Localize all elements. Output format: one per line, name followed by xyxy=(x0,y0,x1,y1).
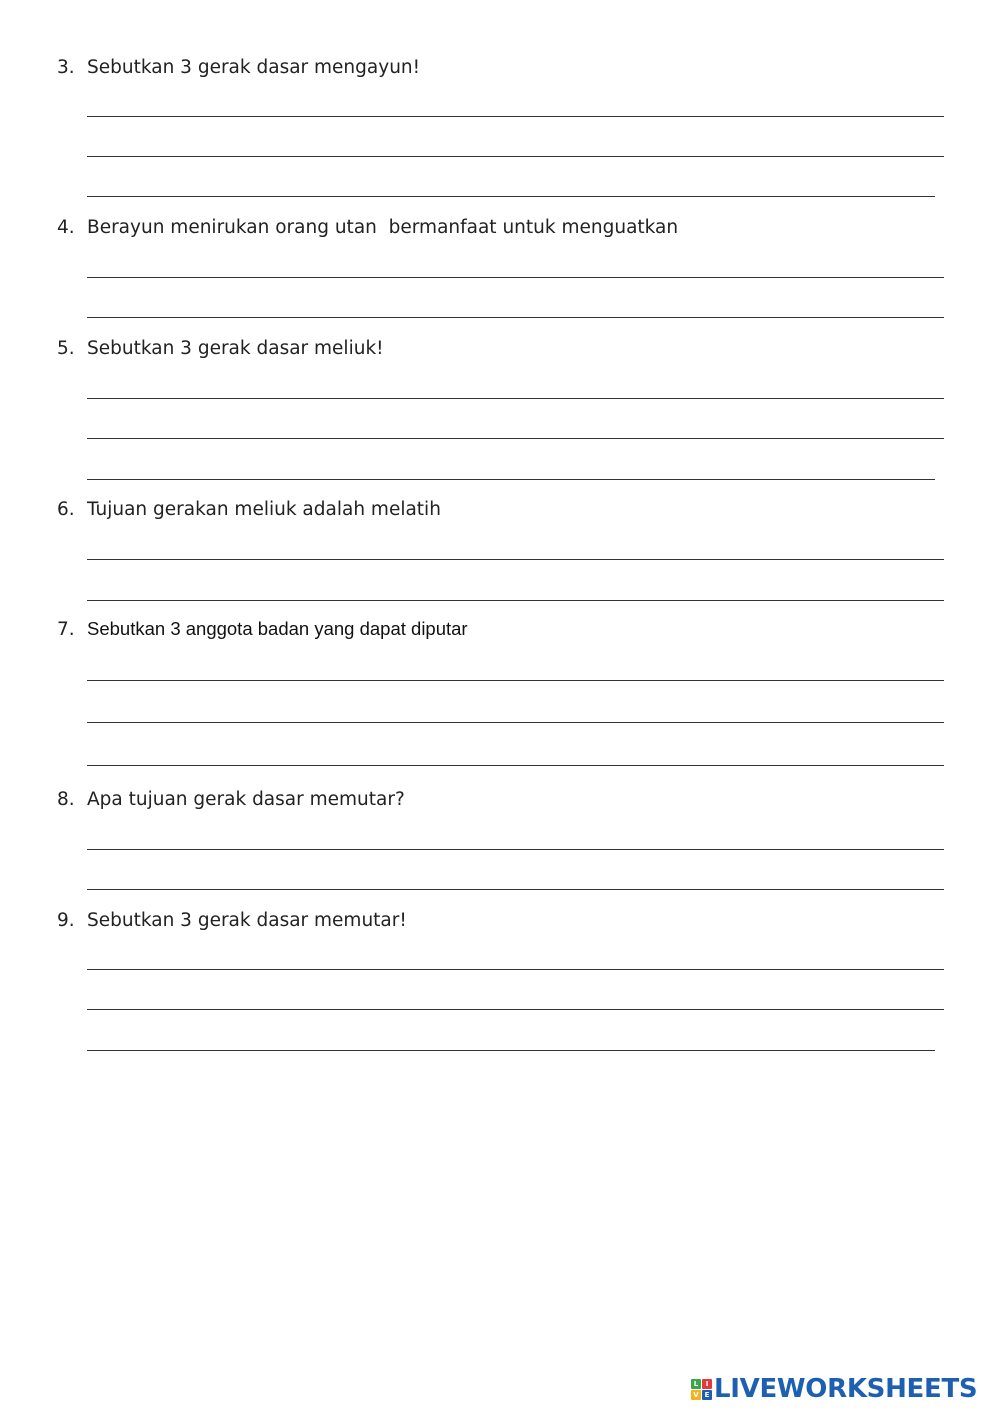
question-number: 8. xyxy=(57,789,75,810)
question-8 xyxy=(57,788,405,812)
logo-letter-l: L xyxy=(691,1379,701,1389)
question-text: Apa tujuan gerak dasar memutar? xyxy=(87,789,405,810)
logo-letter-v: V xyxy=(691,1390,701,1400)
logo-wordmark: LIVEWORKSHEETS xyxy=(714,1374,978,1404)
answer-line[interactable] xyxy=(87,559,944,560)
answer-line[interactable] xyxy=(87,1050,935,1051)
logo-letter-i: I xyxy=(702,1379,712,1389)
answer-line[interactable] xyxy=(87,116,944,117)
answer-line[interactable] xyxy=(87,1009,944,1010)
question-text: Sebutkan 3 gerak dasar memutar! xyxy=(87,910,407,931)
question-text: Berayun menirukan orang utan bermanfaat untuk menguatkan xyxy=(87,217,679,238)
question-5 xyxy=(57,337,384,361)
answer-line[interactable] xyxy=(87,277,944,278)
question-3 xyxy=(57,56,420,80)
answer-line[interactable] xyxy=(87,479,935,480)
question-text: Sebutkan 3 anggota badan yang dapat diputar xyxy=(87,618,468,639)
question-number: 9. xyxy=(57,910,75,931)
question-text: Sebutkan 3 gerak dasar mengayun! xyxy=(87,57,421,78)
question-7 xyxy=(57,617,468,642)
liveworksheets-logo-icon xyxy=(691,1379,712,1400)
question-4 xyxy=(57,216,678,240)
answer-line[interactable] xyxy=(87,765,944,766)
question-6 xyxy=(57,498,441,522)
question-text: Sebutkan 3 gerak dasar meliuk! xyxy=(87,338,384,359)
question-number: 4. xyxy=(57,217,75,238)
answer-line[interactable] xyxy=(87,680,944,681)
answer-line[interactable] xyxy=(87,969,944,970)
answer-line[interactable] xyxy=(87,398,944,399)
question-number: 6. xyxy=(57,499,75,520)
question-9 xyxy=(57,909,407,933)
answer-line[interactable] xyxy=(87,317,944,318)
question-number: 3. xyxy=(57,57,75,78)
answer-line[interactable] xyxy=(87,196,935,197)
answer-line[interactable] xyxy=(87,849,944,850)
answer-line[interactable] xyxy=(87,722,944,723)
answer-line[interactable] xyxy=(87,600,944,601)
question-text: Tujuan gerakan meliuk adalah melatih xyxy=(87,499,441,520)
answer-line[interactable] xyxy=(87,156,944,157)
liveworksheets-logo[interactable] xyxy=(691,1372,977,1406)
question-number: 5. xyxy=(57,338,75,359)
question-number: 7. xyxy=(57,619,75,640)
logo-letter-e: E xyxy=(702,1390,712,1400)
answer-line[interactable] xyxy=(87,438,944,439)
answer-line[interactable] xyxy=(87,889,944,890)
